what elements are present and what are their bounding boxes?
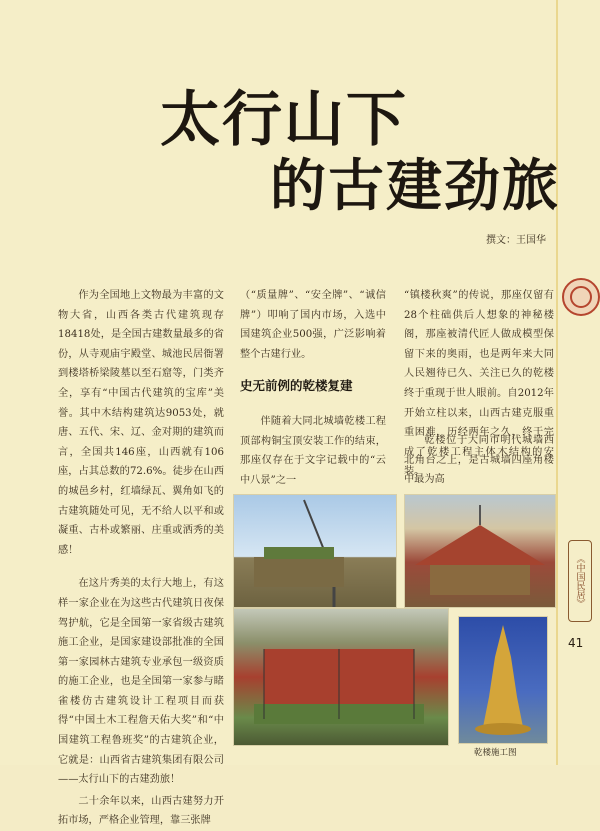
decorative-seal-icon	[562, 278, 600, 316]
construction-photo-golden-finial	[458, 616, 548, 744]
paragraph: 伴随着大同北城墙乾楼工程顶部构铜宝顶安装工作的结束，那座仅存在于文字记载中的“云中八景”之一	[240, 416, 386, 486]
text-column-2	[240, 286, 386, 364]
paragraph: 在这片秀美的太行大地上，有这样一家企业在为这些古代建筑日夜保驾护航，它是全国第一家省级古建筑施工企业，是国家建设部批准的全国第一家园林古建筑专业承包一级资质的施工企业，也是全国第一家参与睹雀楼仿古建筑设计工程项目而获得“中国土木工程詹天佑大奖”和“中国建筑工程鲁班奖”的古建筑企业，它就是：山西省古建筑集团有限公司——太行山下的古建劲旅！	[58, 578, 224, 786]
page-edge-strip	[556, 0, 558, 765]
construction-photo-scaffold	[233, 608, 449, 746]
byline: 撰文：王国华	[486, 235, 546, 246]
section-heading: 史无前例的乾楼复建	[240, 378, 353, 393]
text-column-2-lower	[240, 412, 386, 490]
page-number: 41	[568, 636, 584, 650]
construction-photo-crane	[233, 494, 397, 608]
photo-caption: 乾楼施工图	[474, 748, 517, 758]
paragraph: （“质量牌”、“安全牌”、“诚信牌”）叩响了国内市场，入选中国建筑企业500强，广泛影响着整个古建行业。	[240, 290, 386, 360]
crane-illustration	[234, 495, 396, 607]
scaffold-illustration	[234, 609, 448, 745]
paragraph: 二十余年以来，山西古建努力开拓市场，严格企业管理，靠三张牌	[58, 795, 224, 827]
construction-photo-roof	[404, 494, 556, 608]
golden-finial-illustration	[459, 617, 547, 743]
roof-scaffold-illustration	[405, 495, 555, 607]
article-title-line1: 太行山下	[160, 85, 408, 155]
text-column-1	[58, 286, 224, 831]
article-title-line2: 的古建劲旅	[270, 153, 560, 219]
paragraph: 乾楼位于大同市明代城墙西北角台之上，是古城墙四座角楼中最为高	[404, 435, 554, 486]
text-column-3-lower	[404, 431, 554, 490]
paragraph: “镇楼秋爽”的传说，那座仅留有28个柱础供后人想象的神秘楼阁，那座被清代匠人做成模型保留下来的奥雨，也是两年来大同人民翘待已久、关注已久的乾楼终于重现于世人眼前。自2012年开始立柱以来，山西古建克服重重困难，历经两年之久，终于完成了乾楼工程主体木结构的安装。	[404, 290, 554, 478]
magazine-name-tag: 《中国民居》	[568, 540, 592, 622]
paragraph: 作为全国地上文物最为丰富的文物大省，山西各类古代建筑现存18418处，是全国古建数量最多的省份，从寺观庙宇殿堂、城池民居衙署到楼塔桥梁陵墓以至石窟等，门类齐全，享有“中国古代建筑的宝库”美誉。其中木结构建筑达9053处，就唐、五代、宋、辽、金对期的建筑而言，全国共146座，山西就有106座，占其总数的72.6%。徒步在山西的城邑乡村，红墙绿瓦、翼角如飞的古建筑随处可见，无不给人以平和或凝重、古朴或繁丽、庄重或洒秀的美感！	[58, 290, 224, 556]
